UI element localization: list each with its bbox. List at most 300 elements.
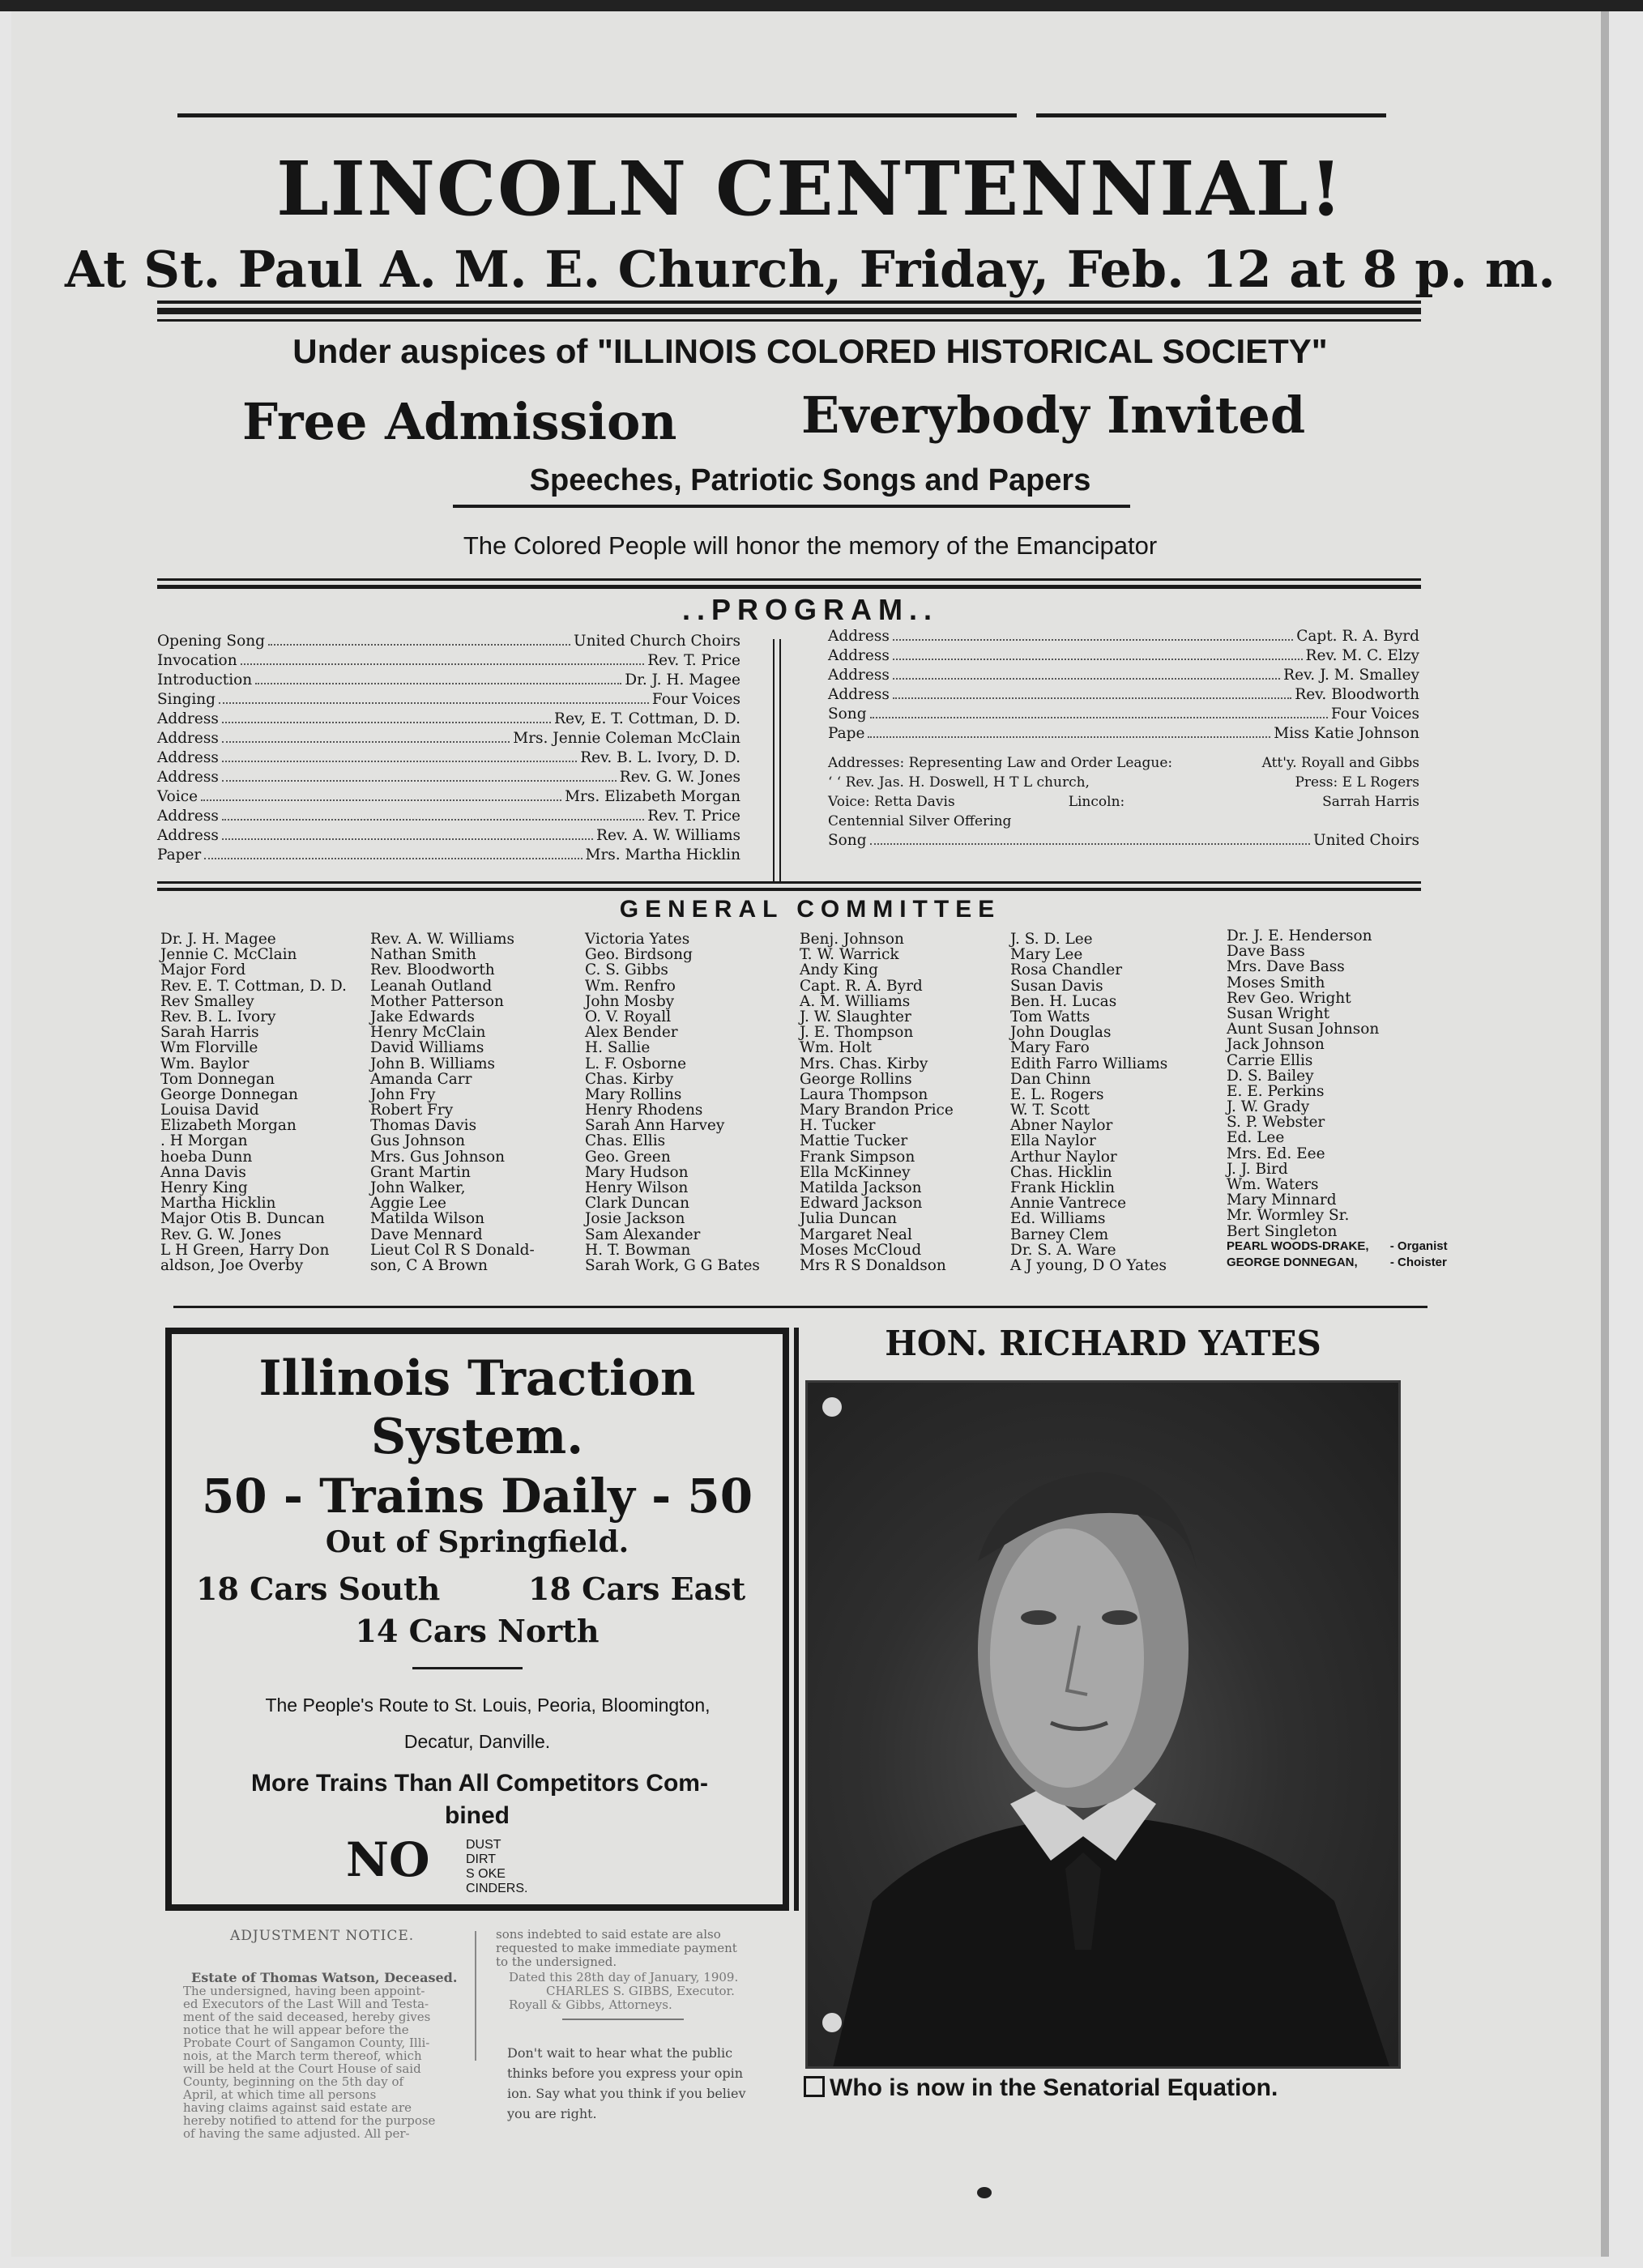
program-row xyxy=(157,846,740,865)
committee-member: Geo. Green xyxy=(585,1148,671,1166)
committee-member: C. S. Gibbs xyxy=(585,961,668,979)
committee-member: Ed. Lee xyxy=(1227,1129,1285,1147)
ad-rule xyxy=(412,1667,523,1669)
leader-dots xyxy=(268,632,570,646)
committee-member: Sarah Work, G G Bates xyxy=(585,1256,760,1274)
committee-column-5 xyxy=(1010,932,1167,1273)
committee-member: Gus Johnson xyxy=(370,1132,465,1150)
committee-member: Dave Bass xyxy=(1227,943,1305,961)
committee-column-1 xyxy=(160,932,347,1273)
organist-line xyxy=(1227,1239,1448,1253)
program-item-value: Rev. T. Price xyxy=(647,652,740,669)
committee-member: Elizabeth Morgan xyxy=(160,1117,297,1135)
program-item-value: Rev. M. C. Elzy xyxy=(1305,647,1419,664)
committee-member: Bert Singleton xyxy=(1227,1222,1338,1240)
organist-role: - Organist xyxy=(1389,1239,1448,1253)
committee-member: Tom Donnegan xyxy=(160,1070,275,1088)
ad-more-2: bined xyxy=(445,1802,510,1829)
program-item-label: Address xyxy=(157,827,219,844)
committee-member: Martha Hicklin xyxy=(160,1195,276,1213)
committee-member: Mrs. Gus Johnson xyxy=(370,1148,506,1166)
ad-no-item: DUST xyxy=(466,1838,501,1852)
program-item-value: Mrs. Elizabeth Morgan xyxy=(565,788,740,805)
committee-member: Mrs R S Donaldson xyxy=(800,1256,946,1274)
notice-attorneys: Royall & Gibbs, Attorneys. xyxy=(509,1997,672,2012)
leader-dots xyxy=(893,666,1280,680)
traction-advertisement xyxy=(165,1328,789,1911)
notice-line: sons indebted to said estate are also xyxy=(496,1927,721,1942)
leader-dots xyxy=(222,768,617,782)
committee-member: Susan Davis xyxy=(1010,977,1103,995)
portrait-caption-line xyxy=(804,2074,1278,2102)
committee-member: Rev. A. W. Williams xyxy=(370,931,514,948)
committee-member: Mrs. Ed. Eee xyxy=(1227,1145,1325,1162)
program-item-label: Address xyxy=(157,808,219,825)
committee-member: Frank Simpson xyxy=(800,1148,915,1166)
leader-dots xyxy=(893,627,1293,641)
committee-column-3 xyxy=(585,932,760,1273)
extra-line-2a: ‘ ‘ Rev. Jas. H. Doswell, H T L church, xyxy=(828,774,1090,791)
portrait-figure-icon xyxy=(808,1383,1401,2069)
committee-member: Dr. J. H. Magee xyxy=(160,931,276,948)
committee-member: John Douglas xyxy=(1010,1024,1112,1042)
committee-member: A J young, D O Yates xyxy=(1010,1256,1167,1274)
notice-line: ment of the said deceased, hereby gives xyxy=(183,2010,431,2024)
choister-line xyxy=(1227,1256,1447,1269)
newspaper-page xyxy=(11,11,1609,2257)
ad-no-item: CINDERS. xyxy=(466,1882,528,1895)
program-item-label: Address xyxy=(828,628,890,645)
program-row xyxy=(828,685,1419,705)
ad-route-2: Decatur, Danville. xyxy=(403,1731,551,1752)
event-subtitle: At St. Paul A. M. E. Church, Friday, Feb. 12 at 8 p. m. xyxy=(64,240,1556,299)
committee-member: John Walker, xyxy=(370,1179,466,1196)
committee-member: Rev. G. W. Jones xyxy=(160,1226,282,1243)
extra-line-1a: Addresses: Representing Law and Order League: xyxy=(828,755,1173,771)
header-top-rule-right xyxy=(1036,113,1386,117)
notice-line: requested to make immediate payment xyxy=(496,1941,737,1955)
committee-member: John Fry xyxy=(370,1085,436,1103)
portrait-heading: HON. RICHARD YATES xyxy=(885,1324,1321,1363)
notice-heading: ADJUSTMENT NOTICE. xyxy=(230,1928,415,1944)
final-song-value: United Choirs xyxy=(1313,832,1419,849)
program-item-value: Miss Katie Johnson xyxy=(1274,725,1419,742)
program-item-label: Singing xyxy=(157,691,216,708)
committee-member: E. E. Perkins xyxy=(1227,1082,1325,1100)
speeches-line: Speeches, Patriotic Songs and Papers xyxy=(529,463,1091,497)
program-item-label: Voice xyxy=(157,788,198,805)
committee-member: W. T. Scott xyxy=(1010,1102,1090,1119)
leader-dots xyxy=(222,807,644,821)
program-item-value: Rev. A. W. Williams xyxy=(596,827,740,844)
notice-line: notice that he will appear before the xyxy=(183,2023,409,2037)
program-left-column xyxy=(157,632,740,865)
committee-column-4 xyxy=(800,932,954,1273)
committee-member: Mother Patterson xyxy=(370,992,504,1010)
committee-member: Mrs. Dave Bass xyxy=(1227,958,1345,976)
program-row xyxy=(157,690,740,710)
notice-line: to the undersigned. xyxy=(496,1955,617,1969)
committee-member: David Williams xyxy=(370,1039,484,1057)
program-row xyxy=(828,646,1419,666)
program-row xyxy=(157,651,740,671)
committee-member: H. Tucker xyxy=(800,1117,876,1135)
committee-member: D. S. Bailey xyxy=(1227,1067,1314,1085)
program-row xyxy=(157,748,740,768)
program-item-value: Rev. J. M. Smalley xyxy=(1283,667,1419,684)
program-row xyxy=(157,632,740,651)
committee-member: T. W. Warrick xyxy=(800,946,899,964)
leader-dots xyxy=(219,690,649,704)
program-item-label: Address xyxy=(157,749,219,766)
program-item-value: Rev. G. W. Jones xyxy=(619,769,740,786)
program-item-value: Mrs. Martha Hicklin xyxy=(585,846,740,863)
committee-member: J. W. Slaughter xyxy=(800,1008,911,1025)
committee-member: Abner Naylor xyxy=(1010,1117,1113,1135)
committee-heading: GENERAL COMMITTEE xyxy=(619,896,1001,923)
committee-member: Ella Naylor xyxy=(1010,1132,1096,1150)
header-rule-thick xyxy=(157,308,1421,314)
committee-member: E. L. Rogers xyxy=(1010,1085,1104,1103)
committee-member: H. T. Bowman xyxy=(585,1241,691,1259)
committee-member: Rev Smalley xyxy=(160,992,254,1010)
notice-signed: CHARLES S. GIBBS, Executor. xyxy=(546,1984,735,1998)
committee-member: Major Otis B. Duncan xyxy=(160,1210,325,1228)
committee-member: H. Sallie xyxy=(585,1039,651,1057)
committee-member: Mattie Tucker xyxy=(800,1132,908,1150)
leader-dots xyxy=(255,671,621,684)
committee-member: Henry Wilson xyxy=(585,1179,689,1196)
program-item-value: Four Voices xyxy=(1330,706,1419,723)
page-top-edge xyxy=(0,0,1643,11)
committee-member: Jake Edwards xyxy=(370,1008,475,1025)
leader-dots xyxy=(241,651,645,665)
page-title: LINCOLN CENTENNIAL! xyxy=(276,145,1344,232)
extra-line-3a: Voice: Retta Davis xyxy=(828,794,955,810)
committee-member: George Rollins xyxy=(800,1070,912,1088)
program-item-label: Address xyxy=(828,667,890,684)
committee-member: Louisa David xyxy=(160,1102,259,1119)
notice-estate: Estate of Thomas Watson, Deceased. xyxy=(191,1970,458,1985)
committee-member: Benj. Johnson xyxy=(800,931,904,948)
committee-member: Julia Duncan xyxy=(800,1210,898,1228)
committee-member: Dan Chinn xyxy=(1010,1070,1091,1088)
ad-no-item: DIRT xyxy=(466,1852,497,1866)
committee-member: Thomas Davis xyxy=(370,1117,477,1135)
leader-dots xyxy=(222,710,551,723)
committee-member: Chas. Ellis xyxy=(585,1132,666,1150)
committee-member: O. V. Royall xyxy=(585,1008,672,1025)
committee-member: Mary Faro xyxy=(1010,1039,1090,1057)
committee-member: Sarah Ann Harvey xyxy=(585,1117,725,1135)
committee-member: Josie Jackson xyxy=(585,1210,685,1228)
program-item-label: Address xyxy=(828,647,890,664)
program-row xyxy=(157,729,740,748)
program-item-value: Rev, E. T. Cottman, D. D. xyxy=(554,710,740,727)
ad-no-item: S OKE xyxy=(466,1867,506,1881)
committee-member: Wm. Holt xyxy=(800,1039,872,1057)
program-item-label: Opening Song xyxy=(157,633,265,650)
committee-member: Susan Wright xyxy=(1227,1004,1330,1022)
committee-member: Wm. Renfro xyxy=(585,977,676,995)
committee-member: Mary Brandon Price xyxy=(800,1102,954,1119)
committee-member: Sam Alexander xyxy=(585,1226,701,1243)
committee-member: J. W. Grady xyxy=(1227,1098,1310,1116)
ad-no: NO xyxy=(346,1832,430,1887)
leader-dots xyxy=(204,846,582,859)
committee-member: Edith Farro Williams xyxy=(1010,1055,1168,1072)
free-admission: Free Admission xyxy=(242,392,677,451)
committee-member: Major Ford xyxy=(160,961,246,979)
dont-wait-paragraph xyxy=(507,2043,803,2124)
committee-member: L. F. Osborne xyxy=(585,1055,687,1072)
checkbox-icon xyxy=(804,2076,825,2097)
ad-no-items xyxy=(466,1838,527,1896)
committee-member: Laura Thompson xyxy=(800,1085,928,1103)
committee-bottom-rule xyxy=(173,1306,1427,1308)
program-item-value: Dr. J. H. Magee xyxy=(625,671,740,688)
committee-member: Sarah Harris xyxy=(160,1024,259,1042)
program-right-column xyxy=(828,627,1419,744)
program-extras xyxy=(828,753,1419,850)
ink-spot xyxy=(977,2187,992,2198)
committee-member: Aggie Lee xyxy=(370,1195,446,1213)
committee-member: aldson, Joe Overby xyxy=(160,1256,304,1274)
committee-member: Wm. Waters xyxy=(1227,1176,1319,1193)
committee-member: Henry King xyxy=(160,1179,248,1196)
ad-cars-north: 14 Cars North xyxy=(355,1613,600,1649)
committee-member: Carrie Ellis xyxy=(1227,1051,1313,1069)
committee-member: Dr. J. E. Henderson xyxy=(1227,927,1372,944)
committee-member: Tom Watts xyxy=(1010,1008,1090,1025)
portrait-caption: Who is now in the Senatorial Equation. xyxy=(830,2074,1278,2101)
notice-line: having claims against said estate are xyxy=(183,2100,412,2115)
committee-member: Mary Minnard xyxy=(1227,1192,1337,1209)
extra-line-3b: Lincoln: xyxy=(1068,794,1125,810)
ad-line-3: 50 - Trains Daily - 50 xyxy=(201,1469,753,1524)
program-row xyxy=(828,705,1419,724)
committee-member: Andy King xyxy=(800,961,878,979)
committee-member: Margaret Neal xyxy=(800,1226,912,1243)
leader-dots xyxy=(893,685,1291,699)
program-row xyxy=(157,826,740,846)
committee-member: Ben. H. Lucas xyxy=(1010,992,1117,1010)
committee-member: A. M. Williams xyxy=(800,992,911,1010)
program-row xyxy=(157,671,740,690)
committee-member: Chas. Kirby xyxy=(585,1070,674,1088)
program-item-label: Address xyxy=(157,769,219,786)
program-item-value: Four Voices xyxy=(651,691,740,708)
committee-member: Barney Clem xyxy=(1010,1226,1109,1243)
committee-member: Arthur Naylor xyxy=(1010,1148,1117,1166)
extra-line-1b: Att'y. Royall and Gibbs xyxy=(1261,755,1419,771)
program-row xyxy=(828,666,1419,685)
program-top-rule-2 xyxy=(157,585,1421,589)
auspices-line: Under auspices of "ILLINOIS COLORED HISTORICAL SOCIETY" xyxy=(292,332,1328,370)
leader-dots xyxy=(222,729,510,743)
ad-shadow-rule xyxy=(794,1328,799,1911)
dont-wait-line: you are right. xyxy=(507,2106,597,2121)
leader-dots xyxy=(222,748,577,762)
program-item-label: Address xyxy=(157,710,219,727)
committee-member: Annie Vantrece xyxy=(1010,1195,1127,1213)
committee-member: George Donnegan xyxy=(160,1085,298,1103)
program-row xyxy=(157,787,740,807)
leader-dots xyxy=(870,705,1328,718)
extra-line-4: Centennial Silver Offering xyxy=(828,813,1012,829)
speeches-underline xyxy=(453,505,1130,508)
committee-member: Mary Lee xyxy=(1010,946,1083,964)
program-item-value: Rev. T. Price xyxy=(647,808,740,825)
program-item-label: Address xyxy=(157,730,219,747)
leader-dots xyxy=(222,826,593,840)
notice-dated: Dated this 28th day of January, 1909. xyxy=(509,1970,739,1985)
program-row xyxy=(828,627,1419,646)
ad-more-1: More Trains Than All Competitors Com- xyxy=(251,1770,708,1797)
program-item-value: United Church Choirs xyxy=(574,633,740,650)
notice-body xyxy=(183,1985,479,2140)
notice-line: April, at which time all persons xyxy=(183,2087,377,2102)
committee-member: Jennie C. McClain xyxy=(160,946,297,964)
committee-member: Rosa Chandler xyxy=(1010,961,1123,979)
committee-member: Jack Johnson xyxy=(1227,1036,1325,1054)
committee-member: Henry McClain xyxy=(370,1024,486,1042)
committee-member: S. P. Webster xyxy=(1227,1114,1325,1132)
choister-role: - Choister xyxy=(1389,1256,1447,1269)
committee-member: Anna Davis xyxy=(160,1163,246,1181)
program-item-label: Paper xyxy=(157,846,202,863)
program-item-value: Mrs. Jennie Coleman McClain xyxy=(513,730,740,747)
program-item-value: Rev. B. L. Ivory, D. D. xyxy=(580,749,740,766)
program-heading: ..PROGRAM.. xyxy=(681,593,938,626)
committee-member: Rev. Bloodworth xyxy=(370,961,495,979)
committee-column-2 xyxy=(370,932,535,1273)
committee-member: Leanah Outland xyxy=(370,977,493,995)
committee-member: Amanda Carr xyxy=(370,1070,472,1088)
program-item-label: Invocation xyxy=(157,652,237,669)
committee-member: Moses McCloud xyxy=(800,1241,922,1259)
committee-member: hoeba Dunn xyxy=(160,1148,253,1166)
notice-line: County, beginning on the 5th day of xyxy=(183,2074,404,2089)
committee-member: Nathan Smith xyxy=(370,946,476,964)
committee-column-6 xyxy=(1227,928,1379,1239)
leader-dots xyxy=(201,787,561,801)
committee-member: . H Morgan xyxy=(160,1132,248,1150)
committee-member: Ed. Williams xyxy=(1010,1210,1106,1228)
program-item-value: Rev. Bloodworth xyxy=(1295,686,1419,703)
committee-member: Rev Geo. Wright xyxy=(1227,989,1351,1007)
committee-member: Henry Rhodens xyxy=(585,1102,703,1119)
dont-wait-line: thinks before you express your opin xyxy=(507,2066,744,2081)
committee-member: Edward Jackson xyxy=(800,1195,923,1213)
header-rule xyxy=(157,301,1421,304)
committee-member: Alex Bender xyxy=(585,1024,678,1042)
portrait-photo xyxy=(805,1380,1401,2069)
dont-wait-line: ion. Say what you think if you believ xyxy=(507,2086,746,2101)
ad-line-2: System. xyxy=(370,1409,584,1465)
committee-member: Dr. S. A. Ware xyxy=(1010,1241,1116,1259)
program-row xyxy=(157,710,740,729)
notice-line: nois, at the March term thereof, which xyxy=(183,2048,422,2063)
committee-member: Wm. Baylor xyxy=(160,1055,250,1072)
committee-member: Capt. R. A. Byrd xyxy=(800,977,923,995)
committee-member: Dave Mennard xyxy=(370,1226,483,1243)
leader-dots xyxy=(893,646,1303,660)
committee-member: Rev. E. T. Cottman, D. D. xyxy=(160,977,347,995)
program-row xyxy=(157,807,740,826)
committee-member: Mary Hudson xyxy=(585,1163,689,1181)
notice-line: ed Executors of the Last Will and Testa- xyxy=(183,1997,429,2011)
header-top-rule xyxy=(177,113,1017,117)
committee-member: Clark Duncan xyxy=(585,1195,690,1213)
committee-top-rule-2 xyxy=(157,888,1421,891)
committee-member: Mrs. Chas. Kirby xyxy=(800,1055,928,1072)
honor-line: The Colored People will honor the memory of the Emancipator xyxy=(463,531,1158,560)
everybody-invited: Everybody Invited xyxy=(801,386,1306,445)
committee-member: Geo. Birdsong xyxy=(585,946,693,964)
committee-member: Ella McKinney xyxy=(800,1163,911,1181)
committee-member: Mr. Wormley Sr. xyxy=(1227,1207,1350,1225)
committee-member: J. E. Thompson xyxy=(800,1024,914,1042)
program-row xyxy=(157,768,740,787)
leader-dots xyxy=(868,724,1270,738)
committee-member: Rev. B. L. Ivory xyxy=(160,1008,276,1025)
committee-member: Wm Florville xyxy=(160,1039,258,1057)
program-item-label: Pape xyxy=(828,725,865,742)
committee-top-rule xyxy=(157,881,1421,884)
committee-member: John B. Williams xyxy=(370,1055,496,1072)
extra-line-2b: Press: E L Rogers xyxy=(1295,774,1419,791)
notice-line: Probate Court of Sangamon County, Illi- xyxy=(183,2036,430,2050)
final-song-label: Song xyxy=(828,832,867,849)
notice-line: The undersigned, having been appoint- xyxy=(183,1984,425,1998)
ad-route-1: The People's Route to St. Louis, Peoria, Bloomington, xyxy=(265,1695,711,1716)
committee-member: Robert Fry xyxy=(370,1102,454,1119)
committee-member: J. S. D. Lee xyxy=(1010,931,1093,948)
committee-member: Moses Smith xyxy=(1227,974,1325,991)
committee-member: Grant Martin xyxy=(370,1163,471,1181)
committee-member: Matilda Wilson xyxy=(370,1210,485,1228)
committee-member: Frank Hicklin xyxy=(1010,1179,1116,1196)
program-top-rule xyxy=(157,578,1421,581)
committee-member: Lieut Col R S Donald- xyxy=(370,1241,535,1259)
organist-name: PEARL WOODS-DRAKE, xyxy=(1227,1239,1369,1253)
program-item-label: Introduction xyxy=(157,671,253,688)
notice-line: of having the same adjusted. All per- xyxy=(183,2126,410,2141)
program-divider xyxy=(773,639,775,882)
notice-short-rule xyxy=(562,2019,684,2020)
extra-line-3c: Sarrah Harris xyxy=(1322,794,1419,810)
committee-member: Mary Rollins xyxy=(585,1085,682,1103)
committee-member: son, C A Brown xyxy=(370,1256,488,1274)
program-item-value: Capt. R. A. Byrd xyxy=(1296,628,1419,645)
committee-member: Chas. Hicklin xyxy=(1010,1163,1112,1181)
notice-right-body xyxy=(496,1928,797,1969)
committee-member: Victoria Yates xyxy=(585,931,690,948)
program-divider-2 xyxy=(779,639,781,882)
ad-line-4: Out of Springfield. xyxy=(325,1525,629,1559)
ad-line-1: Illinois Traction xyxy=(258,1350,696,1407)
dont-wait-line: Don't wait to hear what the public xyxy=(507,2045,733,2061)
header-rule-thin xyxy=(157,319,1421,322)
notice-line: hereby notified to attend for the purpose xyxy=(183,2113,436,2128)
program-item-label: Song xyxy=(828,706,867,723)
ad-cars-east: 18 Cars East xyxy=(528,1571,746,1607)
program-item-label: Address xyxy=(828,686,890,703)
committee-member: John Mosby xyxy=(585,992,675,1010)
ad-cars-south: 18 Cars South xyxy=(196,1571,441,1607)
program-row xyxy=(828,724,1419,744)
